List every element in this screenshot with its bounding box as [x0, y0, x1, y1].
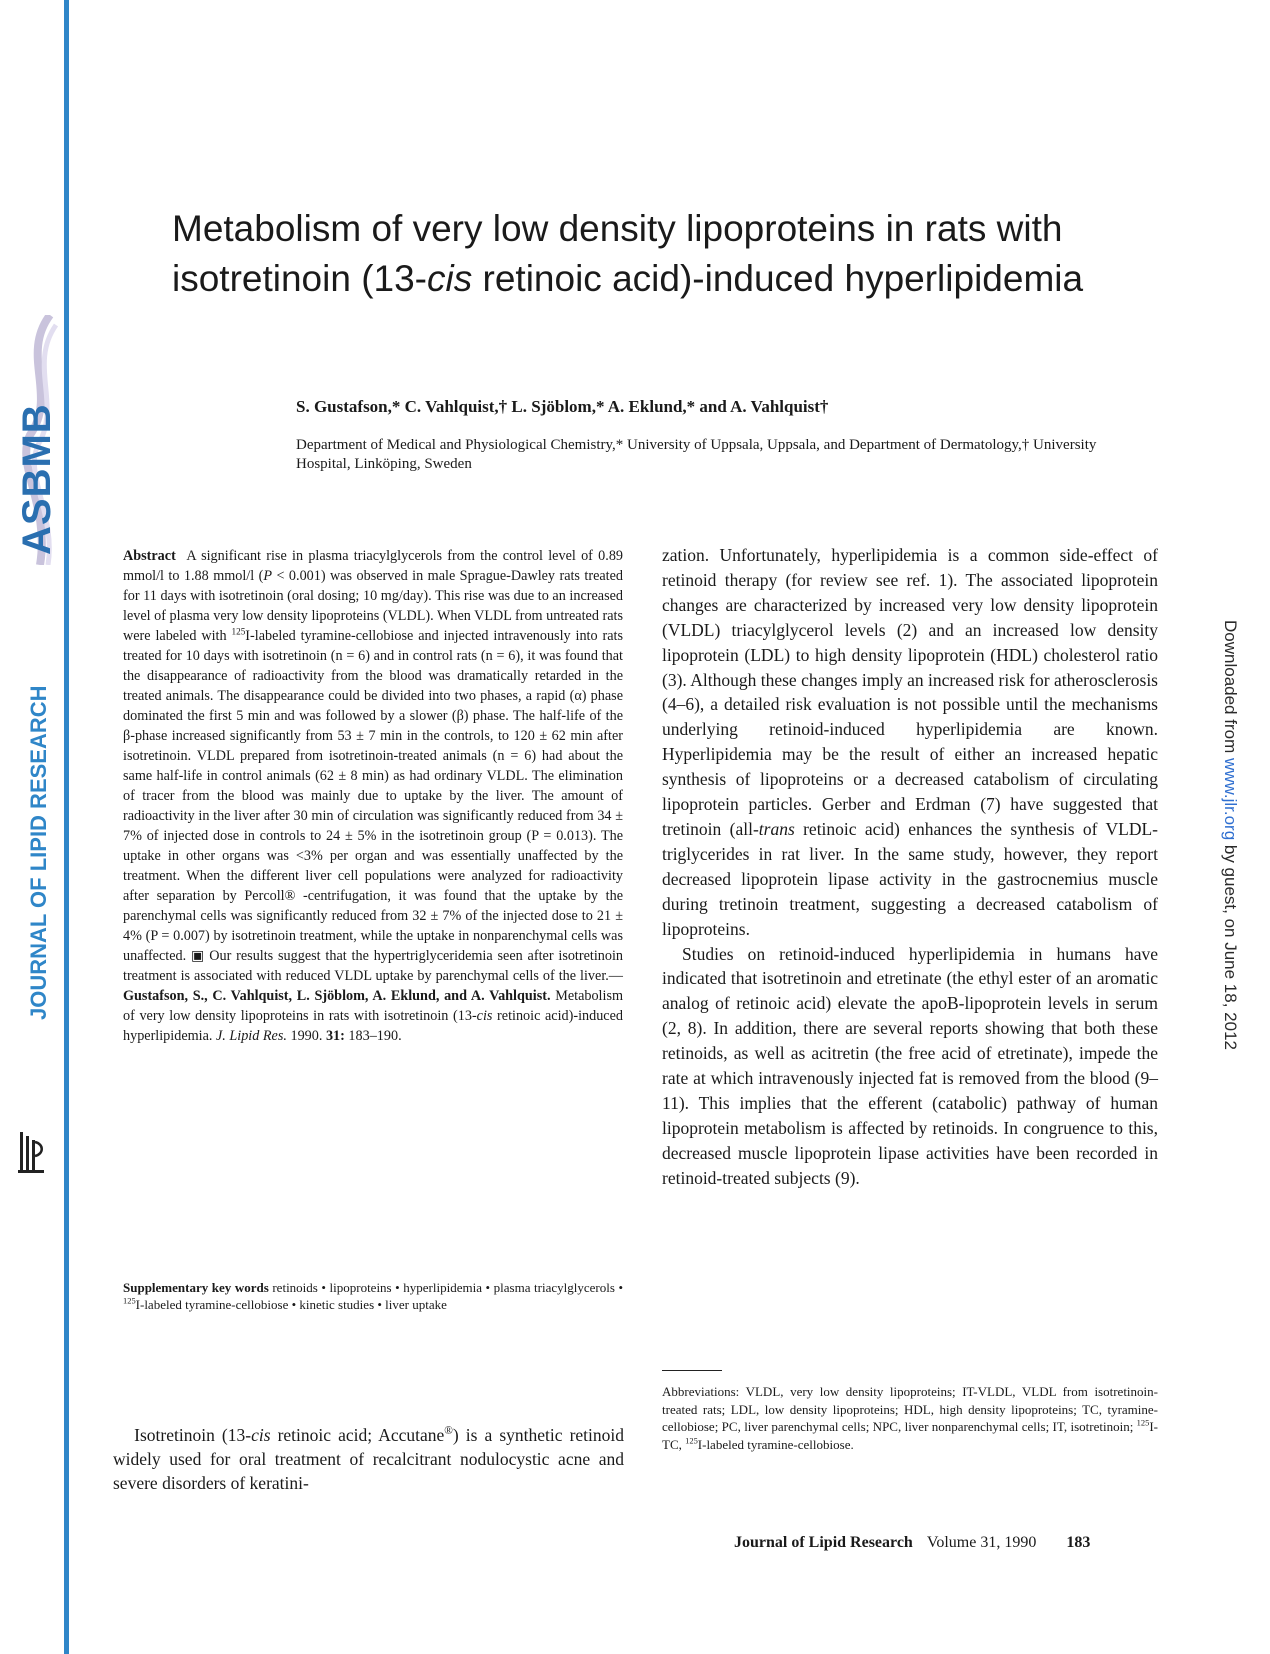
citation-journal: J. Lipid Res. — [215, 1028, 287, 1044]
abstract: Abstract A significant rise in plasma triacylglycerols from the control level of 0.89 mmol/l to 1.88 mmol/l (P < 0.001) was observed in male Sprague-Dawley rats treated for 11 days with isotretinoin (oral dosing; 10 mg/day). This rise was due to an increased level of plasma very low density lipoproteins (VLDL). When VLDL from untreated rats were labeled with $^{125}$I-labeled tyramine-cellobiose and injected intravenously into rats treated for 10 days with isotretinoin (n = 6) and in control rats (n = 6), it was found that the disappearance of radioactivity from the blood was dramatically retarded in the treated animals. The disappearance could be divided into two phases, a rapid (α) phase dominated the first 5 min and was followed by a slower (β) phase. The half-life of the β-phase increased significantly from 53 ± 7 min in the controls, to 120 ± 62 min after isotretinoin. VLDL prepared from isotretinoin-treated animals (n = 6) had about the same half-life in control animals (62 ± 8 min) as had ordinary VLDL. The elimination of tracer from the blood was mainly due to uptake by the liver. The amount of radioactivity in the liver after 30 min of circulation was significantly reduced from 34 ± 7% of injected dose in controls to 24 ± 5% in the isotretinoin group (P = 0.013). The uptake in other organs was <3% per organ and was essentially unaffected by the treatment. When the different liver cell populations were analyzed for radioactivity after separation by Percoll® -centrifugation, it was found that the uptake by the parenchymal cells was significantly reduced from 32 ± 7% of the injected dose to 21 ± 4% (P = 0.007) by isotretinoin treatment, while the uptake in nonparenchymal cells was unaffected. ▣ Our results suggest that the hypertriglyceridemia seen after isotretinoin treatment is associated with reduced VLDL uptake by parenchymal cells of the liver.—Gustafson, S., C. Vahlquist, L. Sjöblom, A. Eklund, and A. Vahlquist. Metabolism of very low density lipoproteins in rats with isotretinoin (13-cis retinoic acid)-induced hyperlipidemia. J. Lipid Res. 1990. 31: 183–190. — [123, 548, 624, 1044]
keywords-label: Supplementary key words — [123, 1280, 269, 1295]
article-title: Metabolism of very low density lipoproteins in rats with isotretinoin (13-cis retinoic acid)-induced hyperlipidemia — [172, 208, 1084, 299]
body-paragraph: Studies on retinoid-induced hyperlipidemia in humans have indicated that isotretinoin and etretinate (the ethyl ester of an aromatic analog of retinoic acid) elevate the apoB-lipoprotein levels in serum (2, 8). In addition, there are several reports showing that both these retinoids, as well as acitretin (the free acid of etretinate), impede the rate at which intravenously injected fat is removed from the blood (9–11). This implies that the efferent (catabolic) pathway of human lipoprotein metabolism is affected by retinoids. In congruence to this, decreased muscle lipoprotein lipase activities have been recorded in retinoid-treated subjects (9). — [662, 943, 1158, 1188]
jlr-website-link[interactable]: www.jlr.org — [1221, 757, 1240, 841]
footer-volume: Volume 31, 1990 — [926, 1534, 1037, 1551]
download-notice: Downloaded from www.jlr.org by guest, on June 18, 2012 — [1221, 620, 1240, 1050]
asbmb-logo-text: ASBMB — [15, 403, 59, 555]
author-list: S. Gustafson,* C. Vahlquist,† L. Sjöblom,* A. Eklund,* and A. Vahlquist† — [296, 397, 829, 416]
introduction-paragraph: Isotretinoin (13-cis retinoic acid; Accutane®) is a synthetic retinoid widely used for oral treatment of recalcitrant nodulocystic acne and severe disorders of keratini- — [113, 1425, 625, 1493]
page-number: 183 — [1066, 1534, 1091, 1551]
abbreviations-footnote: Abbreviations: VLDL, very low density lipoproteins; IT-VLDL, VLDL from isotretinoin-treated rats; LDL, low density lipoproteins; HDL, high density lipoproteins; TC, tyramine-cellobiose; PC, liver parenchymal cells; NPC, liver nonparenchymal cells; IT, isotretinoin; $^{125}$I-TC, $^{125}$I-labeled tyramine-cellobiose. — [662, 1384, 1158, 1452]
right-column-body — [662, 543, 1158, 1191]
sidebar-accent-line — [64, 0, 69, 1654]
body-paragraph: zation. Unfortunately, hyperlipidemia is a common side-effect of retinoid therapy (for review see ref. 1). The associated lipoprotein changes are characterized by increased very low density lipoprotein (VLDL) triacylglycerol levels (2) and an increased low density lipoprotein (LDL) to high density lipoprotein (HDL) cholesterol ratio (3). Although these changes imply an increased risk for atherosclerosis (4–6), a detailed risk evaluation is not possible until the mechanisms underlying retinoid-induced hyperlipidemia are known. Hyperlipidemia may be the result of either an increased hepatic synthesis of lipoproteins or a decreased catabolism of circulating lipoprotein particles. Gerber and Erdman (7) have suggested that tretinoin (all-trans retinoic acid) enhances the synthesis of VLDL-triglycerides in rat liver. In the same study, however, they report decreased lipoprotein lipase activity in the gastrocnemius muscle during tretinoin treatment, suggesting a decreased catabolism of lipoproteins. — [662, 545, 1158, 939]
jlr-logo-icon — [18, 1130, 46, 1175]
citation-authors: Gustafson, S., C. Vahlquist, L. Sjöblom, A. Eklund, and A. Vahlquist. — [123, 988, 551, 1004]
page-footer — [734, 1534, 1154, 1552]
footer-journal-name: Journal of Lipid Research — [734, 1534, 913, 1551]
supplementary-keywords: Supplementary key words retinoids • lipoproteins • hyperlipidemia • plasma triacylglycerols • $^{125}$I-labeled tyramine-cellobiose • kinetic studies • liver uptake — [123, 1280, 623, 1312]
abstract-end-mark-icon: ▣ — [191, 948, 205, 964]
footnote-divider — [662, 1370, 722, 1371]
abstract-label: Abstract — [123, 548, 176, 564]
affiliations: Department of Medical and Physiological Chemistry,* University of Uppsala, Uppsala, and Department of Dermatology,† University Hospital, Linköping, Sweden — [296, 437, 1097, 472]
journal-sidebar-title: JOURNAL OF LIPID RESEARCH — [26, 685, 51, 1020]
